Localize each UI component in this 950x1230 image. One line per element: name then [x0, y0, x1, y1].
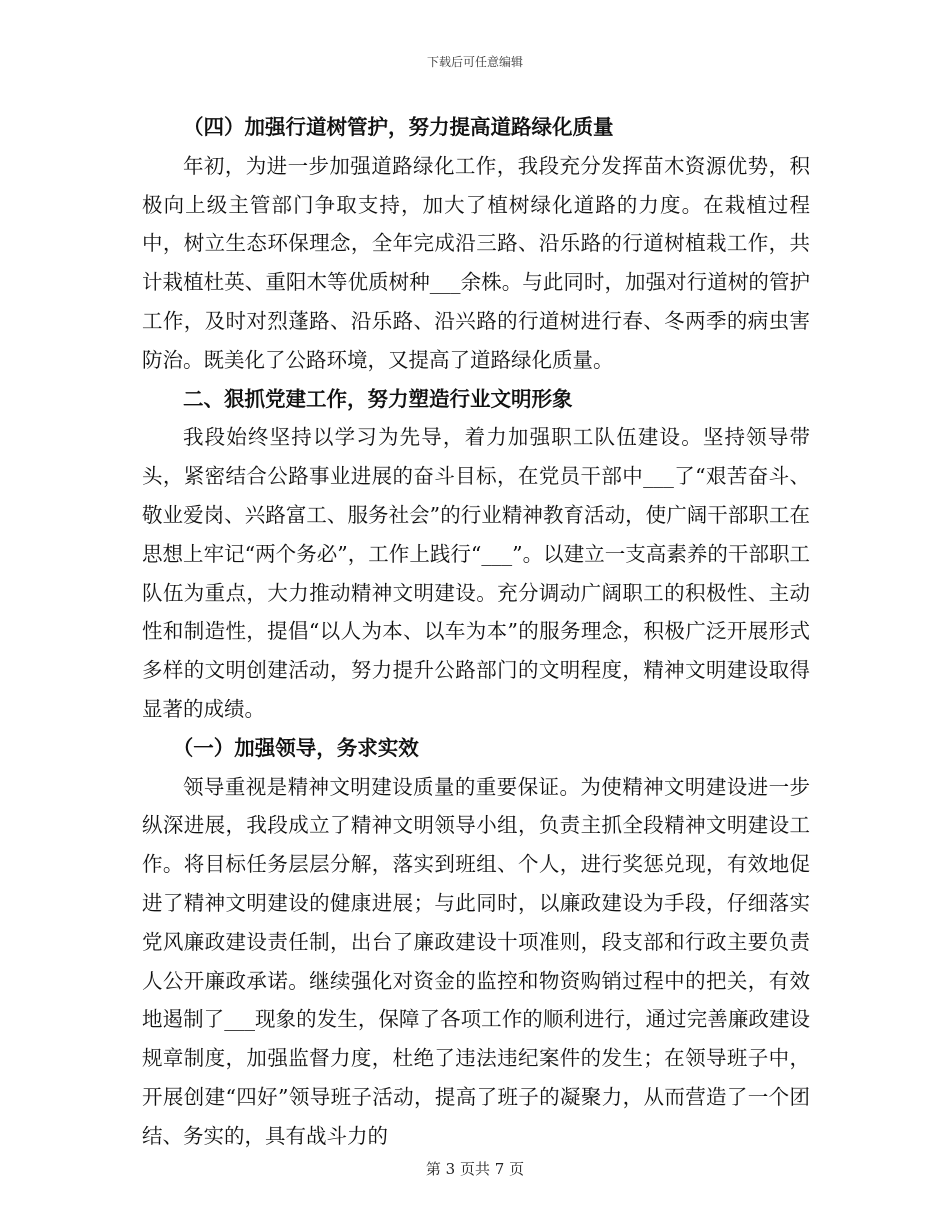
- page-footer: 第 3 页共 7 页: [425, 1160, 525, 1178]
- paragraph-party-building: 我段始终坚持以学习为先导，着力加强职工队伍建设。坚持领导带头，紧密结合公路事业进展的奋斗目标，在党员干部中___了“艰苦奋斗、敬业爱岗、兴路富工、服务社会”的行业精神教育活动，使广阔干部职工在思想上牢记“两个务必”，工作上践行“___”。以建立一支高素养的干部职工队伍为重点，大力推动精神文明建设。充分调动广阔职工的积极性、主动性和制造性，提倡“以人为本、以车为本”的服务理念，积极广泛开展形式多样的文明创建活动，努力提升公路部门的文明程度，精神文明建设取得显著的成绩。: [142, 425, 810, 721]
- paragraph-leadership: 领导重视是精神文明建设质量的重要保证。为使精神文明建设进一步纵深进展，我段成立了精神文明领导小组，负责主抓全段精神文明建设工作。将目标任务层层分解，落实到班组、个人，进行奖惩兑现，有效地促进了精神文明建设的健康进展；与此同时，以廉政建设为手段，仔细落实党风廉政建设责任制，出台了廉政建设十项准则，段支部和行政主要负责人公开廉政承诺。继续强化对资金的监控和物资购销过程中的把关，有效地遏制了___现象的发生，保障了各项工作的顺利进行，通过完善廉政建设规章制度，加强监督力度，杜绝了违法违纪案件的发生；在领导班子中，开展创建“四好”领导班子活动，提高了班子的凝聚力，从而营造了一个团结、务实的，具有战斗力的: [142, 774, 810, 1148]
- document-body: [142, 108, 810, 1156]
- section-heading-1-leadership: （一）加强领导，务求实效: [172, 735, 419, 760]
- section-heading-4-roadside-trees: （四）加强行道树管护，努力提高道路绿化质量: [183, 115, 614, 139]
- page-header: 下载后可任意编辑: [426, 55, 523, 69]
- paragraph-roadside-trees: 年初，为进一步加强道路绿化工作，我段充分发挥苗木资源优势，积极向上级主管部门争取支持，加大了植树绿化道路的力度。在栽植过程中，树立生态环保理念，全年完成沿三路、沿乐路的行道树植栽工作，共计栽植杜英、重阳木等优质树种___余株。与此同时，加强对行道树的管护工作，及时对烈蓬路、沿乐路、沿兴路的行道树进行春、冬两季的病虫害防治。既美化了公路环境，又提高了道路绿化质量。: [142, 153, 810, 372]
- section-heading-2-party-building: 二、狠抓党建工作，努力塑造行业文明形象: [183, 386, 573, 411]
